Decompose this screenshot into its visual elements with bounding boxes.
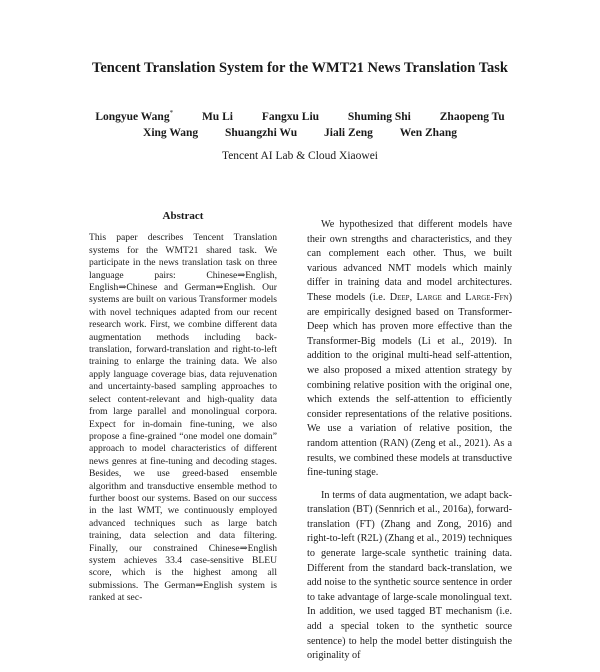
author: Xing Wang — [143, 127, 199, 139]
body-paragraph-2: In terms of data augmentation, we adapt back-translation (BT) (Sennrich et al., 2016a), forward-translation (FT) (Zhang and Zong, 2016) and right-to-left (R2L) (Zhang et al., 2019) techniques to generate large-scale synthetic training data. Different from the standard back-translation, we add noise to the synthetic source sentence in order to take advantage of large-scale monolingual text. In addition, we used tagged BT mechanism (i.e. add a special token to the synthetic source sentence) to help the model better distinguish the originality of — [307, 489, 512, 662]
author: Mu Li — [201, 111, 233, 123]
author: Shuming Shi — [347, 111, 411, 123]
author-row-1 — [0, 105, 600, 125]
body-column — [307, 218, 512, 672]
author-list — [0, 105, 600, 141]
model-name-large-ffn: Large-Ffn — [465, 291, 509, 303]
affiliation: Tencent AI Lab & Cloud Xiaowei — [221, 150, 378, 162]
author: Shuangzhi Wu — [224, 127, 298, 139]
author: Jiali Zeng — [324, 127, 373, 139]
body-paragraph-1: We hypothesized that different models have their own strengths and characteristics, and they can complement each other. Thus, we built various advanced NMT models which mainly differ in training data and model architectures. These models (i.e. Deep, Large and Large-Ffn) are empirically designed based on Transformer-Deep which has proven more effective than the Transformer-Big models (Li et al., 2019). In addition to the original multi-head self-attention, we also proposed a mixed attention strategy by combining relative position with the original one, which extends the self-attention to efficiently consider representations of the relative positions. We use a variation of relative position, the random attention (RAN) (Zeng et al., 2021). As a results, we combined these models at transductive fine-tuning stage. — [307, 219, 512, 479]
author: Zhaopeng Tu — [439, 111, 505, 123]
author: Longyue Wang* — [95, 109, 174, 123]
author-row-2 — [0, 125, 600, 141]
abstract-text: This paper describes Tencent Translation systems for the WMT21 shared task. We participate in the news translation task on three language pairs: Chinese⇒English, English⇒Chinese and German⇒English. Our systems are built on various Transformer models with novel techniques adapted from our recent research work. First, we combine different data augmentation methods including back-translation, forward-translation and right-to-left training to enlarge the training data. We also apply language coverage bias, data rejuvenation and uncertainty-based sampling approaches to select content-relevant and high-quality data from large parallel and monolingual corpora. Expect for in-domain fine-tuning, we also propose a fine-grained “one model one domain” approach to model characteristics of different news genres at fine-tuning and decoding stages. Besides, we use greed-based ensemble algorithm and transductive ensemble method to further boost our systems. Based on our success in the last WMT, we continuously employed advanced techniques such as large batch training, data selection and data filtering. Finally, our constrained Chinese⇒English system achieves 33.4 case-sensitive BLEU score, which is the highest among all submissions. The German⇒English system is ranked at sec- — [89, 232, 277, 604]
paper-title: Tencent Translation System for the WMT21 News Translation Task — [92, 60, 508, 76]
author: Fangxu Liu — [261, 111, 320, 123]
model-name-deep: Deep — [389, 291, 410, 303]
author: Wen Zhang — [399, 127, 457, 139]
abstract-column — [89, 210, 277, 605]
abstract-heading: Abstract — [162, 210, 204, 222]
model-name-large: Large — [416, 291, 442, 303]
